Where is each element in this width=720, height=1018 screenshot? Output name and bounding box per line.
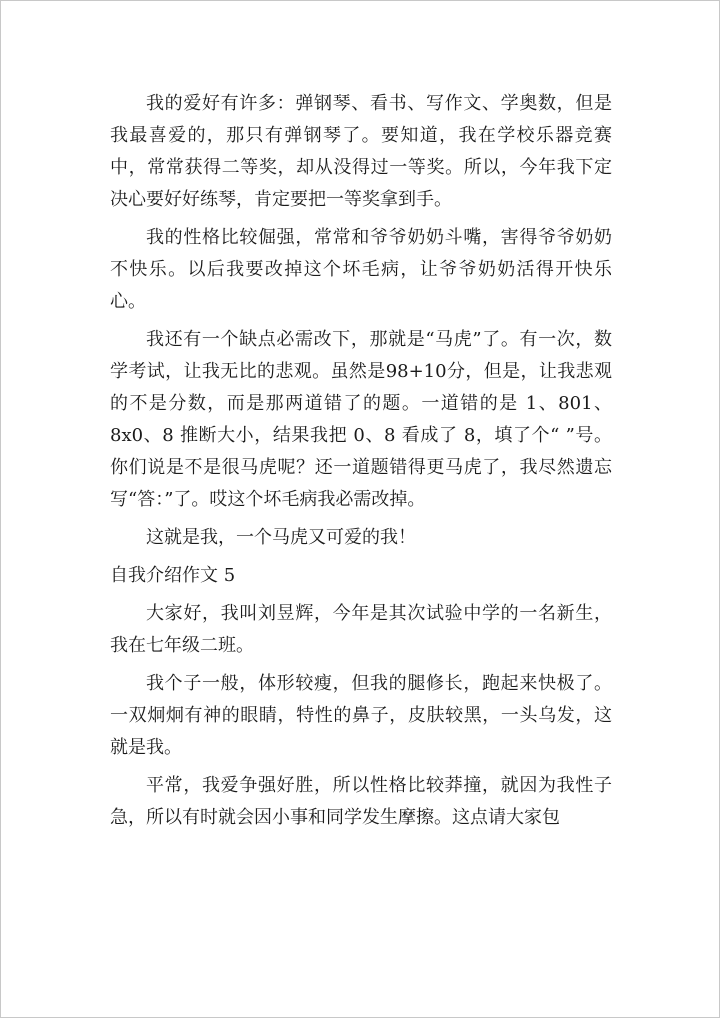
document-body: [110, 88, 612, 840]
paragraph-intro: 大家好，我叫刘昱辉，今年是其次试验中学的一名新生，我在七年级二班。: [110, 603, 612, 656]
paragraph-appearance: 我个子一般，体形较瘦，但我的腿修长，跑起来快极了。一双炯炯有神的眼睛，特性的鼻子，皮肤较黑，一头乌发，这就是我。: [110, 673, 612, 758]
section-heading: 自我介绍作文 5: [110, 565, 236, 586]
paragraph-conclusion: 这就是我，一个马虎又可爱的我！: [146, 527, 416, 548]
paragraph-shortcoming: 我还有一个缺点必需改下，那就是“马虎”了。有一次，数学考试，让我无比的悲观。虽然是98+10分，但是，让我悲观的不是分数，而是那两道错了的题。一道错的是 1、801、8x0、8 推断大小，结果我把 0、8 看成了 8，填了个“ ”号。你们说是不是很马虎呢？还一道题错得更马虎了，我尽然遗忘写“答：”了。哎这个坏毛病我必需改掉。: [110, 329, 612, 510]
paragraph-hobbies: 我的爱好有许多：弹钢琴、看书、写作文、学奥数，但是我最喜爱的，那只有弹钢琴了。要知道，我在学校乐器竞赛中，常常获得二等奖，却从没得过一等奖。所以，今年我下定决心要好好练琴，肯定要把一等奖拿到手。: [110, 93, 612, 210]
paragraph-temperament: 平常，我爱争强好胜，所以性格比较莽撞，就因为我性子急，所以有时就会因小事和同学发生摩擦。这点请大家包: [110, 775, 612, 828]
paragraph-personality: 我的性格比较倔强，常常和爷爷奶奶斗嘴，害得爷爷奶奶不快乐。以后我要改掉这个坏毛病，让爷爷奶奶活得开快乐心。: [110, 227, 612, 312]
